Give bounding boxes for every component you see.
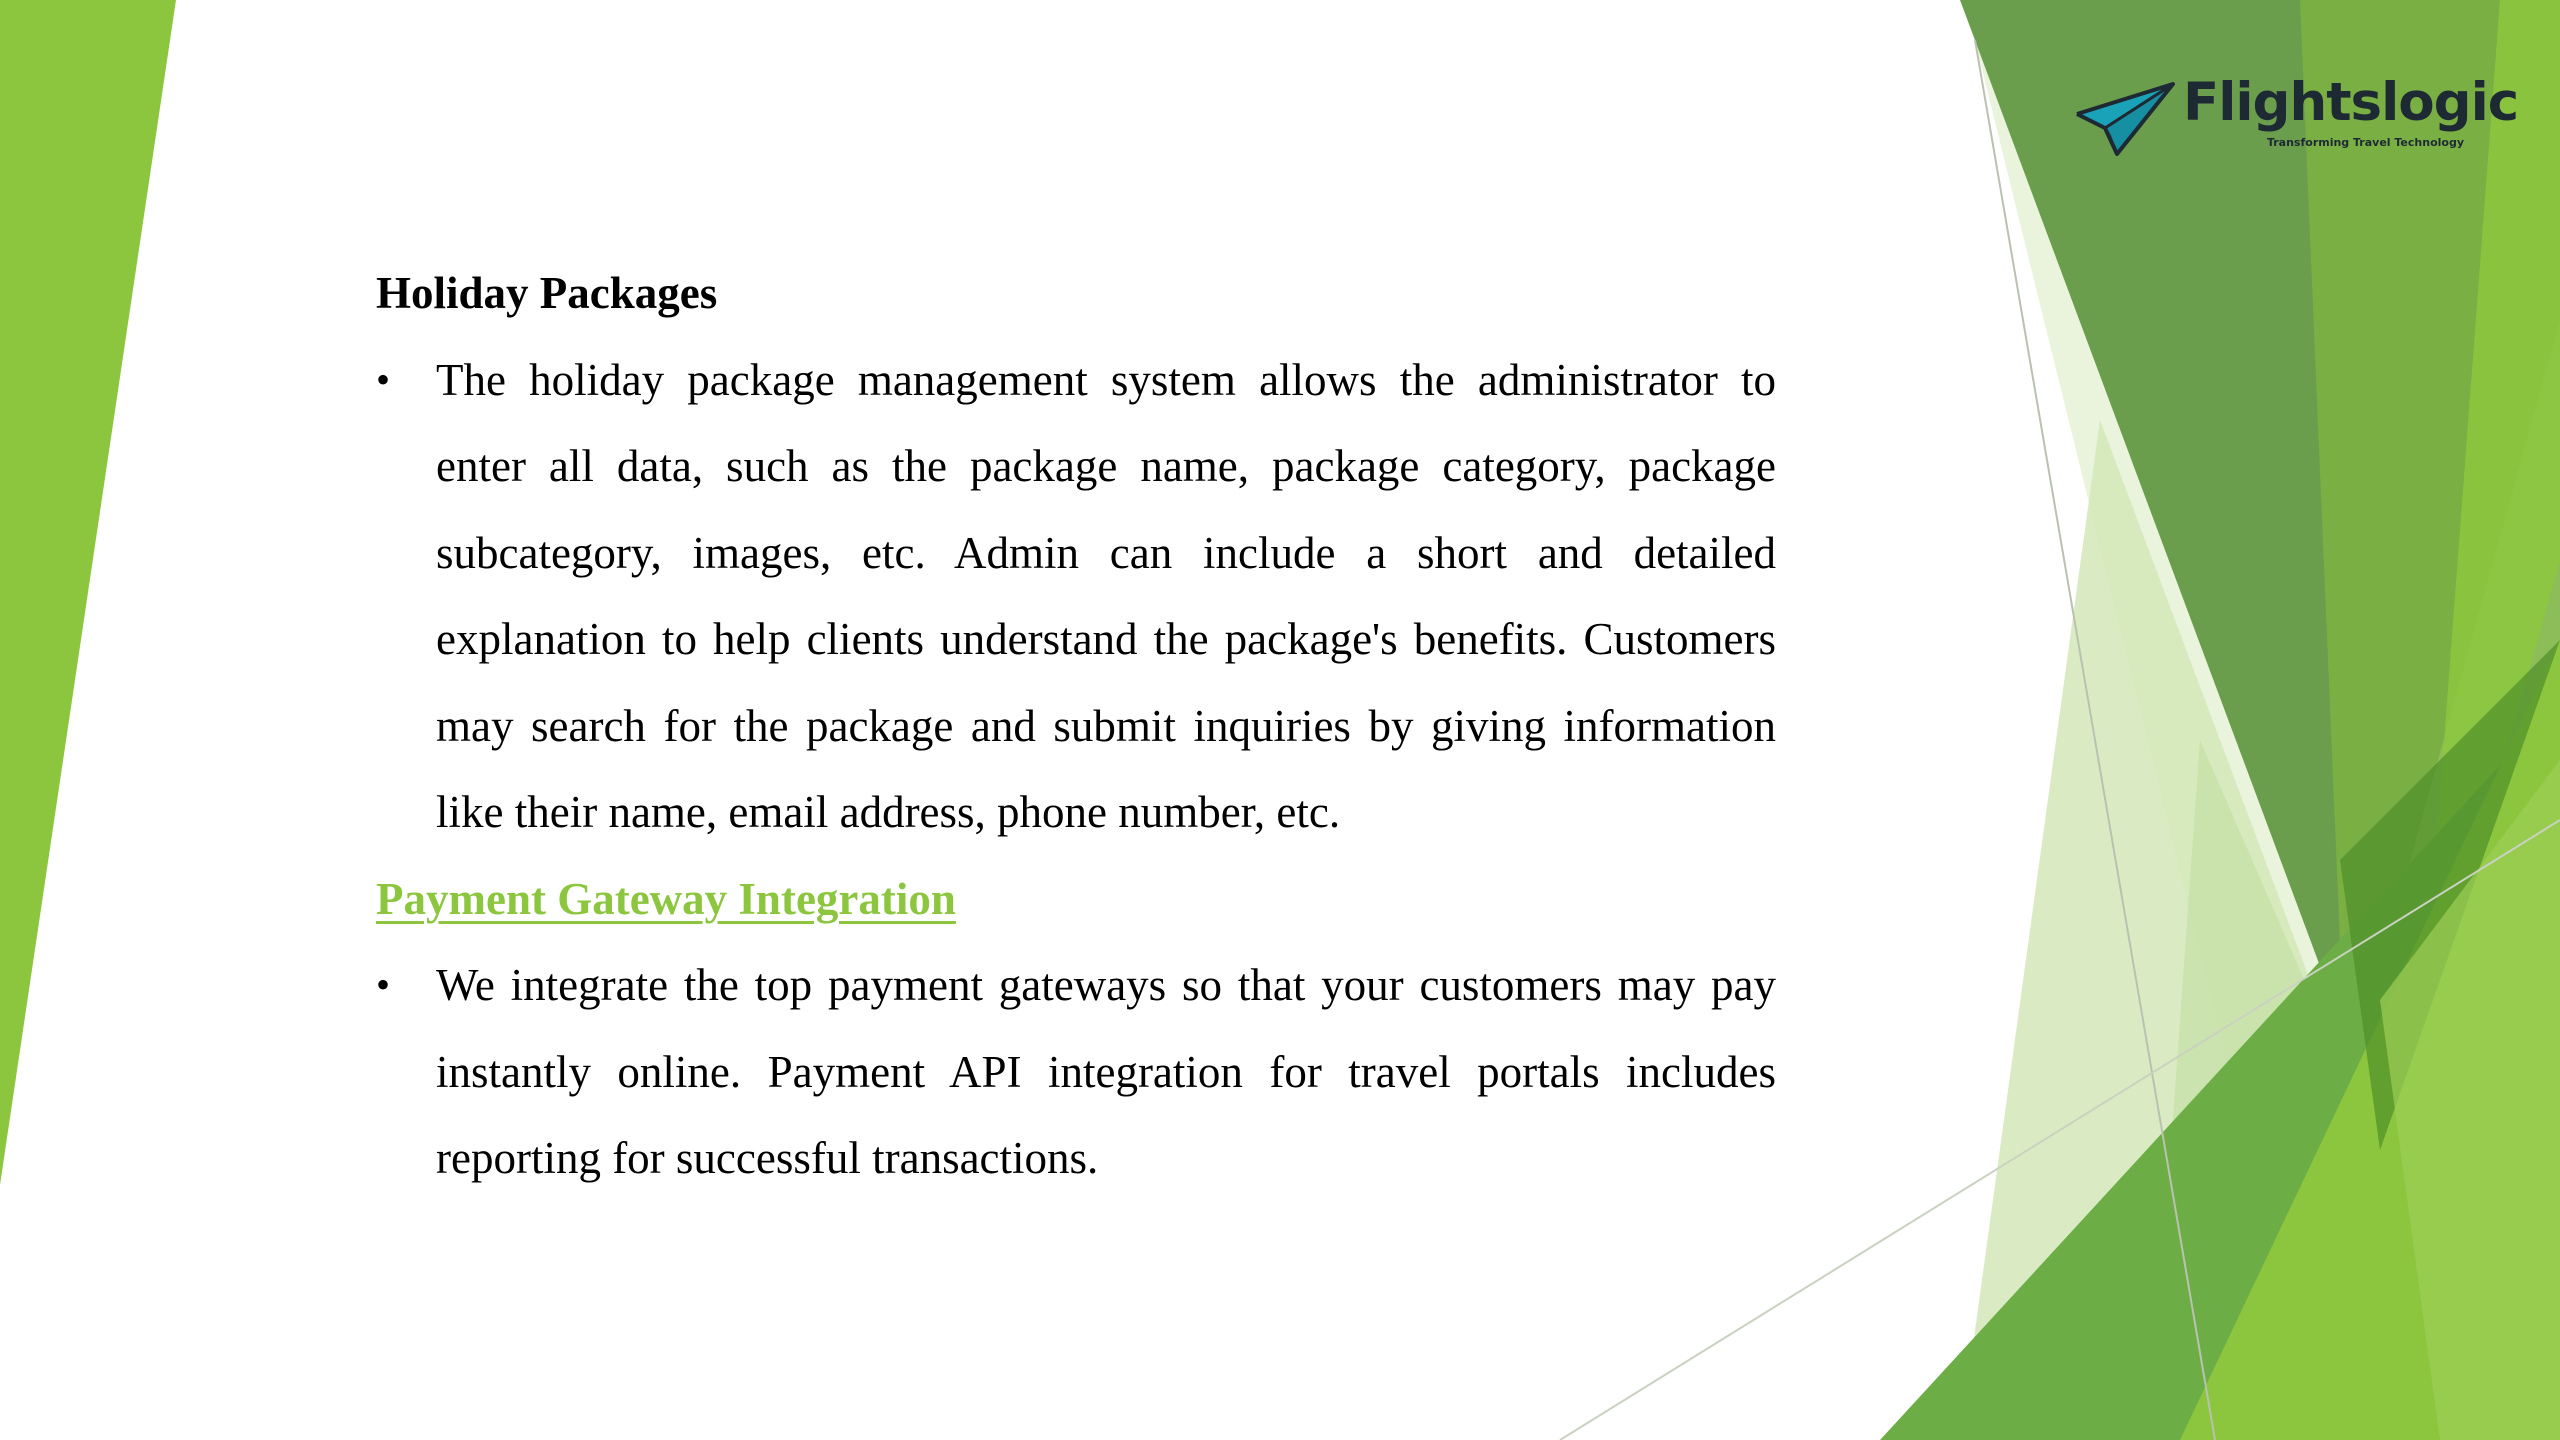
- paper-plane-icon: [2075, 76, 2175, 156]
- brand-tagline: Transforming Travel Technology: [2266, 136, 2464, 149]
- holiday-packages-heading: Holiday Packages: [376, 268, 718, 318]
- brand-name: Flightslogic: [2183, 72, 2519, 133]
- payment-gateway-bullet: [376, 942, 1776, 1202]
- payment-gateway-link[interactable]: Payment Gateway Integration: [376, 873, 956, 924]
- holiday-packages-bullet: [376, 337, 1776, 856]
- bullet-dot-icon: •: [376, 356, 391, 402]
- slide-content: [376, 250, 1776, 1202]
- brand-logo: [2075, 70, 2519, 160]
- payment-gateway-text: We integrate the top payment gateways so that your customers may pay instantly online. Payment API integration for travel portals includes reporting for successful transactions.: [436, 960, 1776, 1183]
- bullet-dot-icon: •: [376, 962, 391, 1007]
- holiday-packages-text: The holiday package management system allows the administrator to enter all data, such as the package name, package category, package subcategory, images, etc. Admin can include a short and detailed explanation to help clients understand the package's benefits. Customers may search for the package and submit inquiries by giving information like their name, email address, phone number, etc.: [436, 354, 1776, 837]
- left-green-wedge: [0, 0, 176, 1185]
